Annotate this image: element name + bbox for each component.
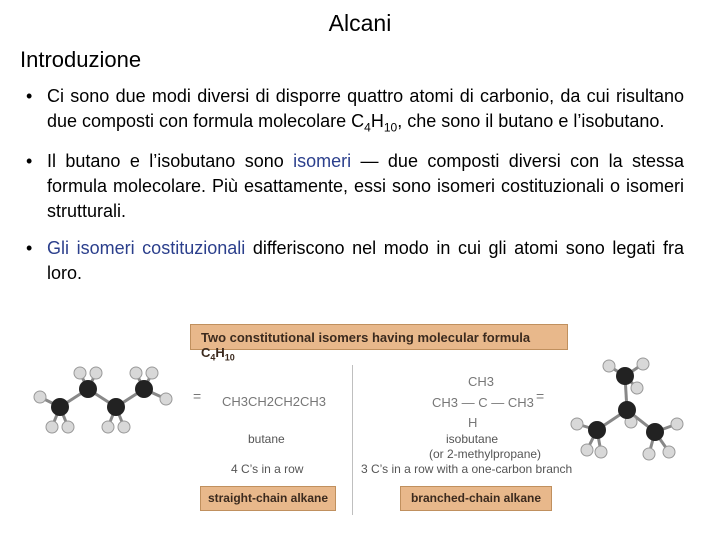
hydrogen-atom (62, 421, 74, 433)
carbon-atom (616, 367, 634, 385)
hydrogen-atom (663, 446, 675, 458)
hydrogen-atom (631, 382, 643, 394)
hydrogen-atom (603, 360, 615, 372)
figure-header-label: Two constitutional isomers having molecular formula C (201, 330, 531, 360)
hydrogen-atom (90, 367, 102, 379)
butane-equals: = (193, 388, 202, 404)
butane-formula: CH3CH2CH2CH3 (222, 394, 327, 409)
bullet2-text-a: Il butano e l’isobutano sono (47, 151, 294, 171)
bullet3-text-b: differiscono nel modo in cui gli atomi sono legati fra loro. (47, 238, 684, 283)
bullet1-text-a: Ci sono due modi diversi di disporre quattro atomi di carbonio, da cui risultano due composti con formula molecolare C (47, 86, 684, 131)
bullet-item-1 (26, 84, 684, 134)
butane-model (30, 365, 180, 445)
figure-divider (352, 365, 353, 515)
isobutane-note: 3 C’s in a row with a one-carbon branch (361, 462, 573, 476)
hydrogen-atom (74, 367, 86, 379)
figure-header-sub-4: 4 (210, 352, 216, 363)
bullet2-text-b: — due composti diversi con la stessa formula molecolare. Più esattamente, essi sono isomeri costituzionali o isomeri strutturali. (47, 151, 684, 221)
hydrogen-atom (637, 358, 649, 370)
carbon-atom (79, 380, 97, 398)
slide-title: Alcani (328, 10, 392, 36)
bullet-marker: • (26, 151, 33, 171)
hydrogen-atom (643, 448, 655, 460)
hydrogen-atom (118, 421, 130, 433)
hydrogen-atom (102, 421, 114, 433)
bullet2-highlight: isomeri (293, 151, 352, 171)
straight-chain-tag: straight-chain alkane (200, 486, 336, 511)
hydrogen-atom (571, 418, 583, 430)
isobutane-bottom: H (468, 415, 478, 430)
figure-header-h: H (215, 345, 225, 360)
butane-name: butane (248, 432, 285, 446)
hydrogen-atom (34, 391, 46, 403)
bullet-list (26, 84, 684, 286)
isobutane-alt-name: (or 2-methylpropane) (429, 447, 542, 461)
branched-chain-tag: branched-chain alkane (400, 486, 552, 511)
figure-header-text (201, 330, 567, 363)
isobutane-name: isobutane (446, 432, 499, 446)
butane-note: 4 C’s in a row (231, 462, 304, 476)
bullet1-sub-10: 10 (383, 120, 398, 135)
slide-subtitle: Introduzione (20, 47, 142, 72)
carbon-atom (618, 401, 636, 419)
hydrogen-atom (46, 421, 58, 433)
isobutane-middle: CH3 — C — CH3 (432, 395, 534, 410)
figure-header-sub-10: 10 (224, 352, 235, 363)
bullet3-highlight: Gli isomeri costituzionali (47, 238, 246, 258)
isobutane-model (565, 360, 695, 460)
isobutane-equals: = (536, 388, 545, 404)
bullet1-text-h: H (370, 111, 384, 131)
isomers-figure (0, 320, 720, 540)
carbon-atom (135, 380, 153, 398)
carbon-atom (588, 421, 606, 439)
bullet-item-2 (26, 149, 684, 224)
figure-header (190, 324, 568, 363)
bullet-marker: • (26, 86, 33, 106)
carbon-atom (51, 398, 69, 416)
bullet1-text-c: , che sono il butano e l’isobutano. (397, 111, 665, 131)
hydrogen-atom (130, 367, 142, 379)
bullet1-sub-4: 4 (364, 120, 371, 135)
hydrogen-atom (146, 367, 158, 379)
hydrogen-atom (581, 444, 593, 456)
hydrogen-atom (671, 418, 683, 430)
isobutane-top: CH3 (468, 374, 495, 389)
carbon-atom (107, 398, 125, 416)
hydrogen-atom (160, 393, 172, 405)
bullet-marker: • (26, 238, 33, 258)
carbon-atom (646, 423, 664, 441)
hydrogen-atom (595, 446, 607, 458)
bullet-item-3 (26, 236, 684, 286)
